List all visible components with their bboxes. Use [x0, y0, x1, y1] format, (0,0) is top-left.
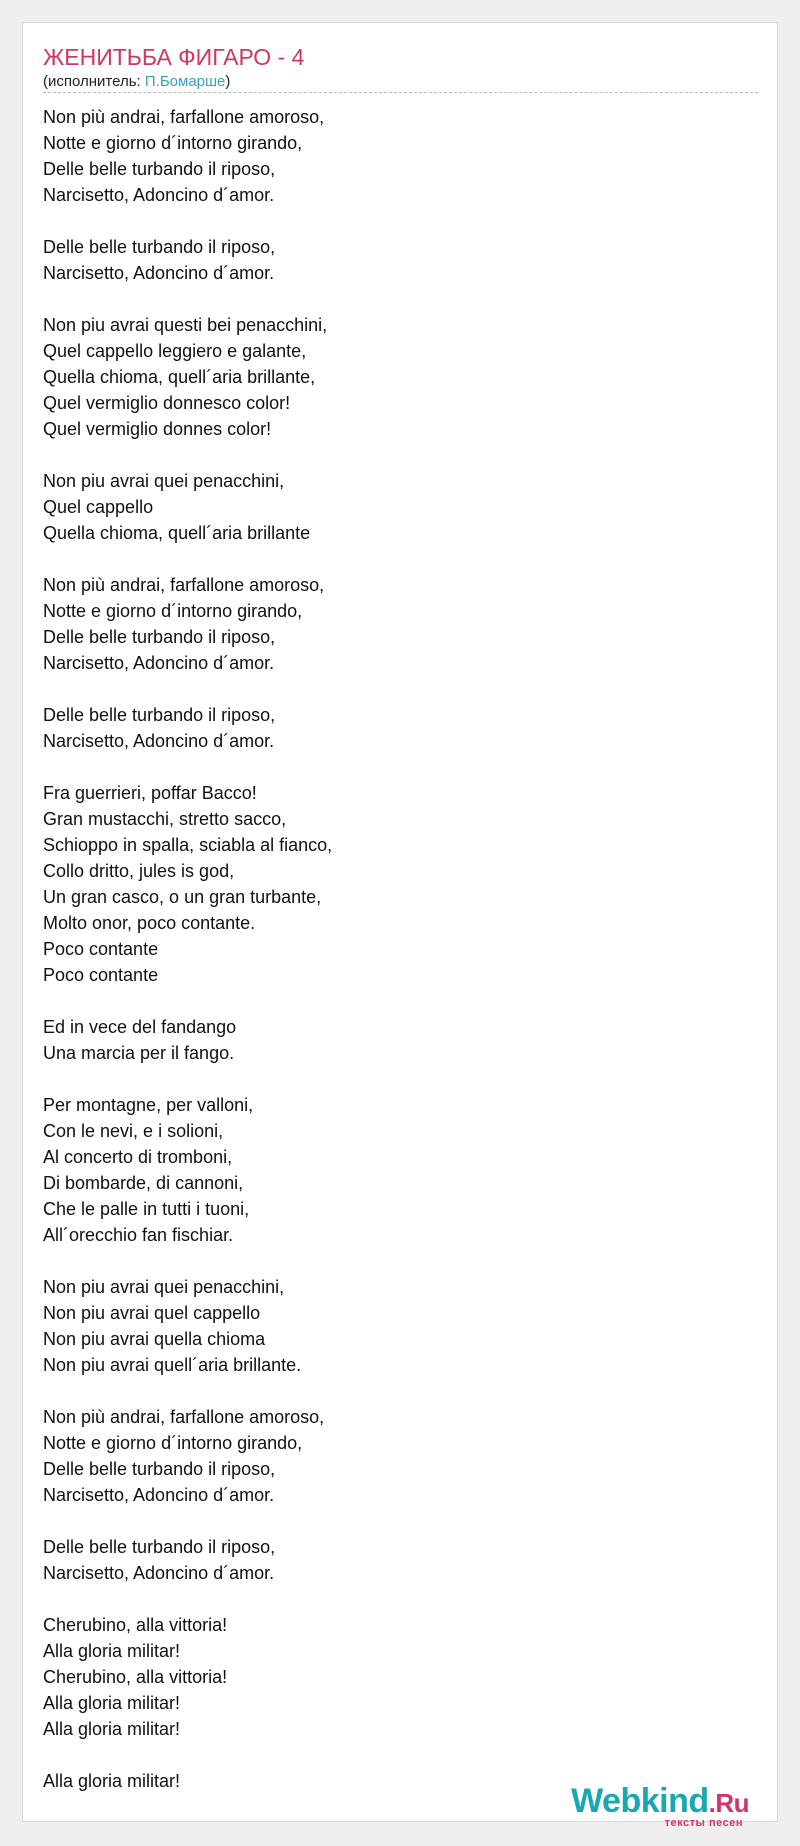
lyrics-line: Ed in vece del fandango [43, 1017, 237, 1037]
lyrics-line: Quel vermiglio donnesco color! [43, 393, 291, 413]
lyrics-stanza [43, 572, 743, 676]
lyrics-line: Delle belle turbando il riposo, [43, 705, 276, 725]
lyrics-line: Quel cappello leggiero e galante, [43, 341, 307, 361]
lyrics-line: Narcisetto, Adoncino d´amor. [43, 731, 275, 751]
lyrics-line: Poco contante [43, 939, 159, 959]
lyrics-line: Narcisetto, Adoncino d´amor. [43, 263, 275, 283]
performer-suffix: ) [225, 73, 231, 90]
lyrics-line: Narcisetto, Adoncino d´amor. [43, 1563, 275, 1583]
song-header [43, 43, 758, 93]
lyrics-line: Alla gloria militar! [43, 1693, 181, 1713]
lyrics-stanza [43, 1274, 743, 1378]
lyrics-stanza [43, 1534, 743, 1586]
lyrics-line: Che le palle in tutti i tuoni, [43, 1199, 250, 1219]
lyrics-stanza [43, 1612, 743, 1742]
lyrics-line: Una marcia per il fango. [43, 1043, 235, 1063]
lyrics-line: Notte e giorno d´intorno girando, [43, 1433, 303, 1453]
lyrics-line: Al concerto di tromboni, [43, 1147, 233, 1167]
lyrics-line: Un gran casco, o un gran turbante, [43, 887, 322, 907]
lyrics-line: Non piu avrai quel cappello [43, 1303, 261, 1323]
logo-tagline: тексты песен [664, 1817, 743, 1829]
song-title: ЖЕНИТЬБА ФИГАРО - 4 [43, 44, 305, 70]
lyrics-line: Delle belle turbando il riposo, [43, 159, 276, 179]
lyrics-line: Gran mustacchi, stretto sacco, [43, 809, 287, 829]
lyrics-stanza [43, 1014, 743, 1066]
logo-wordmark [549, 1783, 749, 1821]
lyrics-line: Non piu avrai questi bei penacchini, [43, 315, 328, 335]
lyrics-line: Quel cappello [43, 497, 154, 517]
lyrics-body [43, 104, 743, 1794]
lyrics-line: Delle belle turbando il riposo, [43, 1459, 276, 1479]
site-logo[interactable] [549, 1783, 749, 1829]
lyrics-stanza [43, 702, 743, 754]
lyrics-line: Poco contante [43, 965, 159, 985]
lyrics-line: Schioppo in spalla, sciabla al fianco, [43, 835, 333, 855]
lyrics-line: Quella chioma, quell´aria brillante, [43, 367, 316, 387]
page-card [22, 22, 778, 1829]
logo-tld: .Ru [708, 1788, 749, 1818]
lyrics-line: Non più andrai, farfallone amoroso, [43, 1407, 325, 1427]
lyrics-line: Non più andrai, farfallone amoroso, [43, 107, 325, 127]
lyrics-line: Non piu avrai quei penacchini, [43, 471, 285, 491]
lyrics-line: Non piu avrai quell´aria brillante. [43, 1355, 302, 1375]
lyrics-stanza [43, 104, 743, 208]
lyrics-line: Notte e giorno d´intorno girando, [43, 133, 303, 153]
lyrics-line: Notte e giorno d´intorno girando, [43, 601, 303, 621]
performer-prefix: (исполнитель: [43, 73, 145, 90]
lyrics-line: Alla gloria militar! [43, 1719, 181, 1739]
lyrics-line: Con le nevi, e i solioni, [43, 1121, 224, 1141]
lyrics-line: Alla gloria militar! [43, 1641, 181, 1661]
lyrics-line: Cherubino, alla vittoria! [43, 1667, 228, 1687]
lyrics-line: Non più andrai, farfallone amoroso, [43, 575, 325, 595]
lyrics-line: Delle belle turbando il riposo, [43, 1537, 276, 1557]
lyrics-line: Quel vermiglio donnes color! [43, 419, 272, 439]
lyrics-line: Narcisetto, Adoncino d´amor. [43, 1485, 275, 1505]
lyrics-line: Cherubino, alla vittoria! [43, 1615, 228, 1635]
lyrics-stanza [43, 312, 743, 442]
logo-name: Webkind [571, 1782, 709, 1820]
lyrics-line: Narcisetto, Adoncino d´amor. [43, 185, 275, 205]
lyrics-line: Alla gloria militar! [43, 1771, 181, 1791]
lyrics-line: Fra guerrieri, poffar Bacco! [43, 783, 257, 803]
performer-link[interactable]: П.Бомарше [144, 73, 226, 90]
lyrics-line: Delle belle turbando il riposo, [43, 627, 276, 647]
lyrics-stanza [43, 780, 743, 988]
lyrics-line: Non piu avrai quei penacchini, [43, 1277, 285, 1297]
lyrics-line: Collo dritto, jules is god, [43, 861, 235, 881]
lyrics-line: Quella chioma, quell´aria brillante [43, 523, 311, 543]
lyrics-line: Non piu avrai quella chioma [43, 1329, 266, 1349]
lyrics-stanza [43, 1092, 743, 1248]
lyrics-line: All´orecchio fan fischiar. [43, 1225, 234, 1245]
lyrics-line: Delle belle turbando il riposo, [43, 237, 276, 257]
lyrics-line: Di bombarde, di cannoni, [43, 1173, 244, 1193]
lyrics-line: Molto onor, poco contante. [43, 913, 256, 933]
lyrics-line: Per montagne, per valloni, [43, 1095, 254, 1115]
lyrics-stanza [43, 1404, 743, 1508]
performer-line [43, 72, 758, 93]
lyrics-stanza [43, 468, 743, 546]
lyrics-line: Narcisetto, Adoncino d´amor. [43, 653, 275, 673]
lyrics-stanza [43, 234, 743, 286]
